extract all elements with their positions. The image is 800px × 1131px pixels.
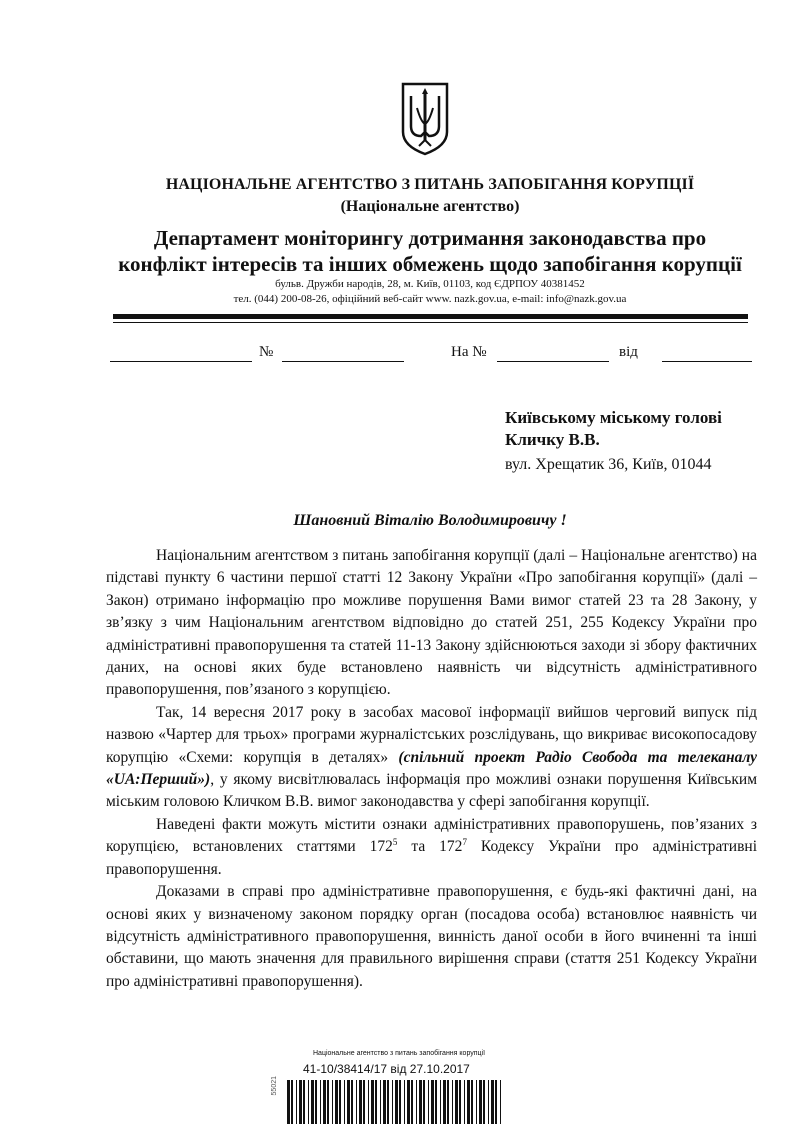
barcode-bar [320, 1080, 321, 1124]
reply-to-number-label: На № [451, 344, 487, 360]
stamp-side-code: 55021 [271, 1076, 278, 1096]
barcode-bar [428, 1080, 429, 1124]
barcode-bar [356, 1080, 357, 1124]
barcode-bar [431, 1080, 434, 1124]
barcode-bar [407, 1080, 410, 1124]
barcode-bar [419, 1080, 422, 1124]
barcode-bar [467, 1080, 470, 1124]
barcode-bar [435, 1080, 437, 1124]
barcode-bar [323, 1080, 326, 1124]
barcode-bar [423, 1080, 425, 1124]
barcode-bar [347, 1080, 350, 1124]
barcode-bar [303, 1080, 305, 1124]
agency-address: бульв. Дружби народів, 28, м. Київ, 01103, код ЄДРПОУ 40381452 [275, 278, 585, 290]
header-divider-thick [113, 314, 748, 319]
department-title-line2: конфлікт інтересів та інших обмежень щодо запобігання корупції [118, 252, 742, 276]
barcode-bar [495, 1080, 497, 1124]
barcode-bar [459, 1080, 461, 1124]
barcode-bar [291, 1080, 293, 1124]
barcode-bar [483, 1080, 485, 1124]
barcode-bar [471, 1080, 473, 1124]
barcode-bar [411, 1080, 413, 1124]
addressee-position: Київському міському голові [505, 408, 722, 427]
barcode-bar [392, 1080, 393, 1124]
barcode-bar [380, 1080, 381, 1124]
barcode-bar [351, 1080, 353, 1124]
addressee-address: вул. Хрещатик 36, Київ, 01044 [505, 456, 712, 473]
reply-to-date-label: від [619, 344, 638, 360]
barcode-bar [308, 1080, 309, 1124]
header-divider-thin [113, 322, 748, 323]
barcode-bar [443, 1080, 446, 1124]
barcode-bar [452, 1080, 453, 1124]
barcode-bar [339, 1080, 341, 1124]
body-paragraph-2: Так, 14 вересня 2017 року в засобах масової інформації вийшов черговий випуск під назвою «Чартер для трьох» програми журналістських розслідувань, що викриває високопосадову корупцію «Схеми: корупція в деталях» (спільний проект Радіо Свобода та телеканалу «UA:Перший»), у якому висвітлювалась інформація про можливі ознаки порушення Київським міським головою Кличком В.В. вимог законодавства у сфері запобігання корупції. [106, 703, 758, 811]
stamp-agency-name: Національне агентство з питань запобігання корупції [313, 1050, 486, 1057]
body-paragraph-1: Національним агентством з питань запобігання корупції (далі – Національне агентство) на підставі пункту 6 частини першої статті 12 Закону України «Про запобігання корупції» (далі – Закон) отримано інформацію про можливе порушення Вами вимог статей 23 та 28 Закону, у зв’язку з чим Національним агентством відповідно до статей 251, 255 Кодексу України про адміністративні правопорушення та статей 11-13 Закону здійснюються заходи зі збору фактичних даних, на основі яких буде встановлено наявність чи відсутність адміністративного правопорушення, пов’язаного з корупцією. [106, 547, 757, 699]
barcode-bar [476, 1080, 477, 1124]
barcode-bar [332, 1080, 333, 1124]
barcode-bar [287, 1080, 290, 1124]
stamp-registration-number: 41-10/38414/17 від 27.10.2017 [303, 1062, 470, 1076]
agency-short-name: (Національне агентство) [340, 198, 520, 215]
barcode-icon [287, 1080, 505, 1124]
body-paragraph-4: Доказами в справі про адміністративне правопорушення, є будь-які фактичні дані, на основі яких у визначеному законом порядку орган (посадова особа) встановлює наявність чи відсутність адміністративного правопорушення, винність даної особи в його вчиненні та інші обставини, що мають значення для правильного вирішення справи (стаття 251 Кодексу України про адміністративні правопорушення). [106, 883, 757, 990]
barcode-bar [327, 1080, 329, 1124]
barcode-bar [299, 1080, 302, 1124]
agency-contacts: тел. (044) 200-08-26, офіційний веб-сайт www. nazk.gov.ua, e-mail: info@nazk.gov.ua [233, 293, 627, 305]
reply-to-date-blank [662, 361, 752, 362]
barcode-bar [395, 1080, 398, 1124]
outgoing-number-label: № [259, 344, 274, 360]
barcode-bar [488, 1080, 489, 1124]
department-title-line1: Департамент моніторингу дотримання законодавства про [153, 226, 707, 250]
barcode-bar [371, 1080, 374, 1124]
barcode-bar [479, 1080, 482, 1124]
barcode-bar [344, 1080, 345, 1124]
barcode-bar [387, 1080, 389, 1124]
barcode-bar [447, 1080, 449, 1124]
barcode-bar [368, 1080, 369, 1124]
salutation: Шановний Віталію Володимировичу ! [293, 512, 567, 529]
outgoing-number-blank [282, 361, 404, 362]
trident-icon [399, 82, 451, 156]
barcode-bar [335, 1080, 338, 1124]
reply-to-number-blank [497, 361, 609, 362]
barcode-bar [399, 1080, 401, 1124]
letter-body [106, 545, 757, 993]
barcode-bar [416, 1080, 417, 1124]
body-paragraph-3: Наведені факти можуть містити ознаки адміністративних правопорушень, пов’язаних з корупцією, встановлених статтями $172^5$ та $172^7$ Кодексу України про адміністративні правопорушення. [106, 815, 758, 878]
registration-stamp [271, 1050, 515, 1130]
barcode-bar [296, 1080, 297, 1124]
addressee-name: Кличку В.В. [505, 430, 600, 449]
barcode-bar [359, 1080, 362, 1124]
barcode-bar [404, 1080, 405, 1124]
barcode-bar [363, 1080, 365, 1124]
barcode-bar [440, 1080, 441, 1124]
barcode-bar [464, 1080, 465, 1124]
barcode-bar [455, 1080, 458, 1124]
agency-title: НАЦІОНАЛЬНЕ АГЕНТСТВО З ПИТАНЬ ЗАПОБІГАННЯ КОРУПЦІЇ [165, 176, 695, 193]
barcode-bar [500, 1080, 501, 1124]
barcode-bar [315, 1080, 317, 1124]
barcode-bar [383, 1080, 386, 1124]
barcode-bar [491, 1080, 494, 1124]
program-source-note: (спільний проект Радіо Свобода та телеканалу «UA:Перший») [106, 748, 758, 789]
outgoing-date-blank [110, 361, 252, 362]
barcode-bar [311, 1080, 314, 1124]
barcode-bar [375, 1080, 377, 1124]
